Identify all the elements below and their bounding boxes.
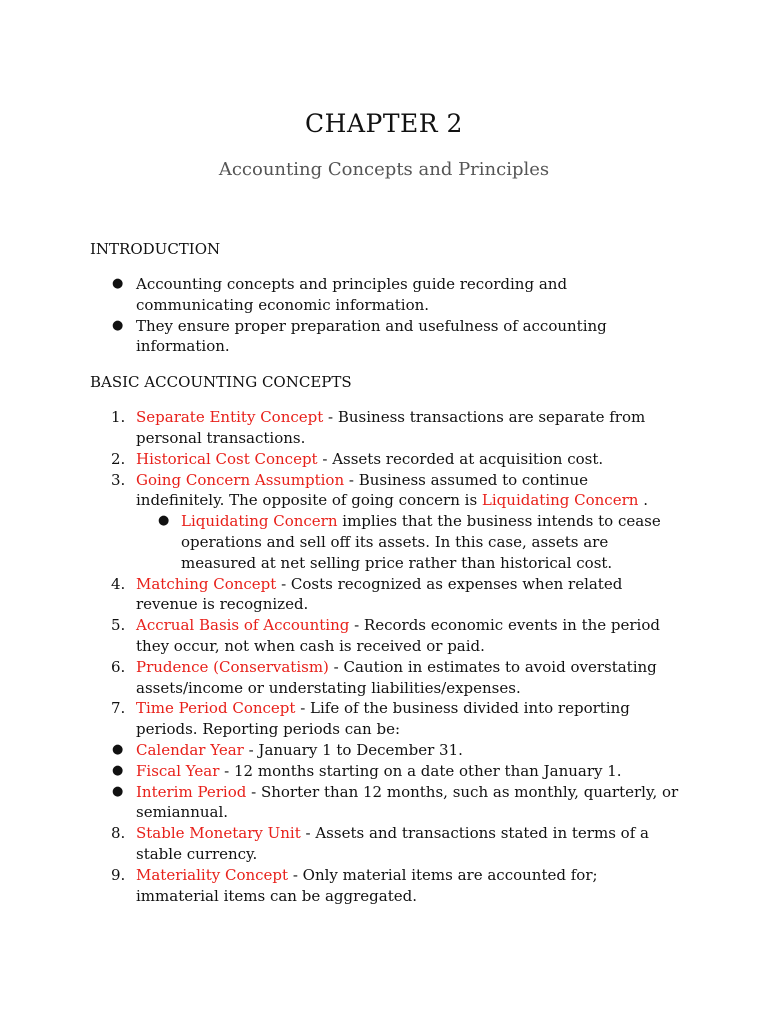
- concept-term: Fiscal Year: [136, 761, 220, 780]
- list-item: [90, 782, 680, 824]
- concept-term: Time Period Concept: [136, 699, 296, 718]
- list-item: [136, 511, 680, 573]
- bullet-icon: ●: [112, 317, 124, 333]
- concept-description: - Only material items are accounted for; immaterial items can be aggregated.: [136, 865, 598, 905]
- list-item: [90, 407, 680, 449]
- concept-description: - Business transactions are separate from personal transactions.: [136, 408, 646, 447]
- basic-concepts-list: [90, 407, 680, 906]
- item-number: 7.: [111, 699, 126, 718]
- concept-term: Prudence (Conservatism): [136, 657, 329, 676]
- concept-description: - Caution in estimates to avoid overstating assets/income or understating liabilities/expenses.: [136, 657, 657, 697]
- item-number: 3.: [111, 470, 126, 489]
- item-number: 6.: [111, 657, 126, 676]
- concept-description: - Costs recognized as expenses when related revenue is recognized.: [136, 574, 623, 614]
- concept-term: Stable Monetary Unit: [136, 824, 301, 843]
- list-item: [90, 470, 680, 574]
- item-number: 1.: [111, 408, 126, 427]
- introduction-list: [90, 274, 680, 357]
- list-item: [90, 615, 680, 657]
- concept-term: Matching Concept: [136, 574, 277, 593]
- bullet-icon: ●: [112, 276, 124, 291]
- concept-description: - January 1 to December 31.: [243, 740, 463, 759]
- concept-description: implies that the business intends to cease operations and sell off its assets. In this case, assets are measured at net selling price rather than historical cost.: [181, 512, 661, 572]
- concept-term: Accrual Basis of Accounting: [136, 616, 350, 635]
- concept-description: - Records economic events in the period they occur, not when cash is received or paid.: [136, 616, 660, 655]
- list-item: [90, 865, 680, 907]
- bullet-icon: ●: [112, 741, 124, 757]
- list-item: [90, 657, 680, 699]
- concept-term: Going Concern Assumption: [136, 470, 345, 489]
- concept-description: - Assets and transactions stated in terms of a stable currency.: [136, 824, 649, 863]
- item-number: 2.: [111, 449, 126, 468]
- item-number: 8.: [111, 824, 126, 843]
- concept-description: - Life of the business divided into reporting periods. Reporting periods can be:: [136, 699, 630, 739]
- bullet-icon: ●: [112, 783, 124, 799]
- list-item: [90, 574, 680, 616]
- list-item: [90, 449, 680, 470]
- concept-term: Liquidating Concern: [181, 512, 338, 531]
- concept-description: - Shorter than 12 months, such as monthly, quarterly, or semiannual.: [136, 782, 679, 822]
- list-item-text: Accounting concepts and principles guide recording and communicating economic information.: [136, 275, 568, 314]
- concept-term: Historical Cost Concept: [136, 449, 318, 468]
- concept-term: Separate Entity Concept: [136, 408, 324, 427]
- basic-concepts-heading: BASIC ACCOUNTING CONCEPTS: [90, 373, 352, 392]
- item-number: 5.: [111, 616, 126, 635]
- list-item: [90, 698, 680, 740]
- concept-term: Calendar Year: [136, 740, 244, 759]
- concept-description: - Business assumed to continue indefinitely. The opposite of going concern is: [136, 470, 589, 510]
- concept-description: .: [638, 491, 648, 510]
- concept-term: Interim Period: [136, 782, 247, 801]
- list-item: [90, 740, 680, 761]
- nested-list: [136, 511, 680, 573]
- list-item: [90, 316, 680, 358]
- concept-term: Materiality Concept: [136, 865, 289, 884]
- concept-description: - 12 months starting on a date other than January 1.: [219, 761, 622, 780]
- item-number: 4.: [111, 574, 126, 593]
- chapter-title: CHAPTER 2: [305, 109, 463, 138]
- bullet-icon: ●: [158, 513, 170, 529]
- chapter-subtitle: Accounting Concepts and Principles: [218, 159, 550, 180]
- bullet-icon: ●: [112, 762, 124, 778]
- introduction-heading: INTRODUCTION: [90, 240, 221, 258]
- list-item-text: They ensure proper preparation and usefulness of accounting information.: [136, 316, 607, 356]
- list-item: [90, 823, 680, 865]
- item-number: 9.: [111, 865, 126, 884]
- list-item: [90, 761, 680, 782]
- document-body: [90, 238, 680, 906]
- list-item: [90, 274, 680, 316]
- concept-description: - Assets recorded at acquisition cost.: [317, 449, 604, 468]
- concept-term: Liquidating Concern: [481, 491, 639, 510]
